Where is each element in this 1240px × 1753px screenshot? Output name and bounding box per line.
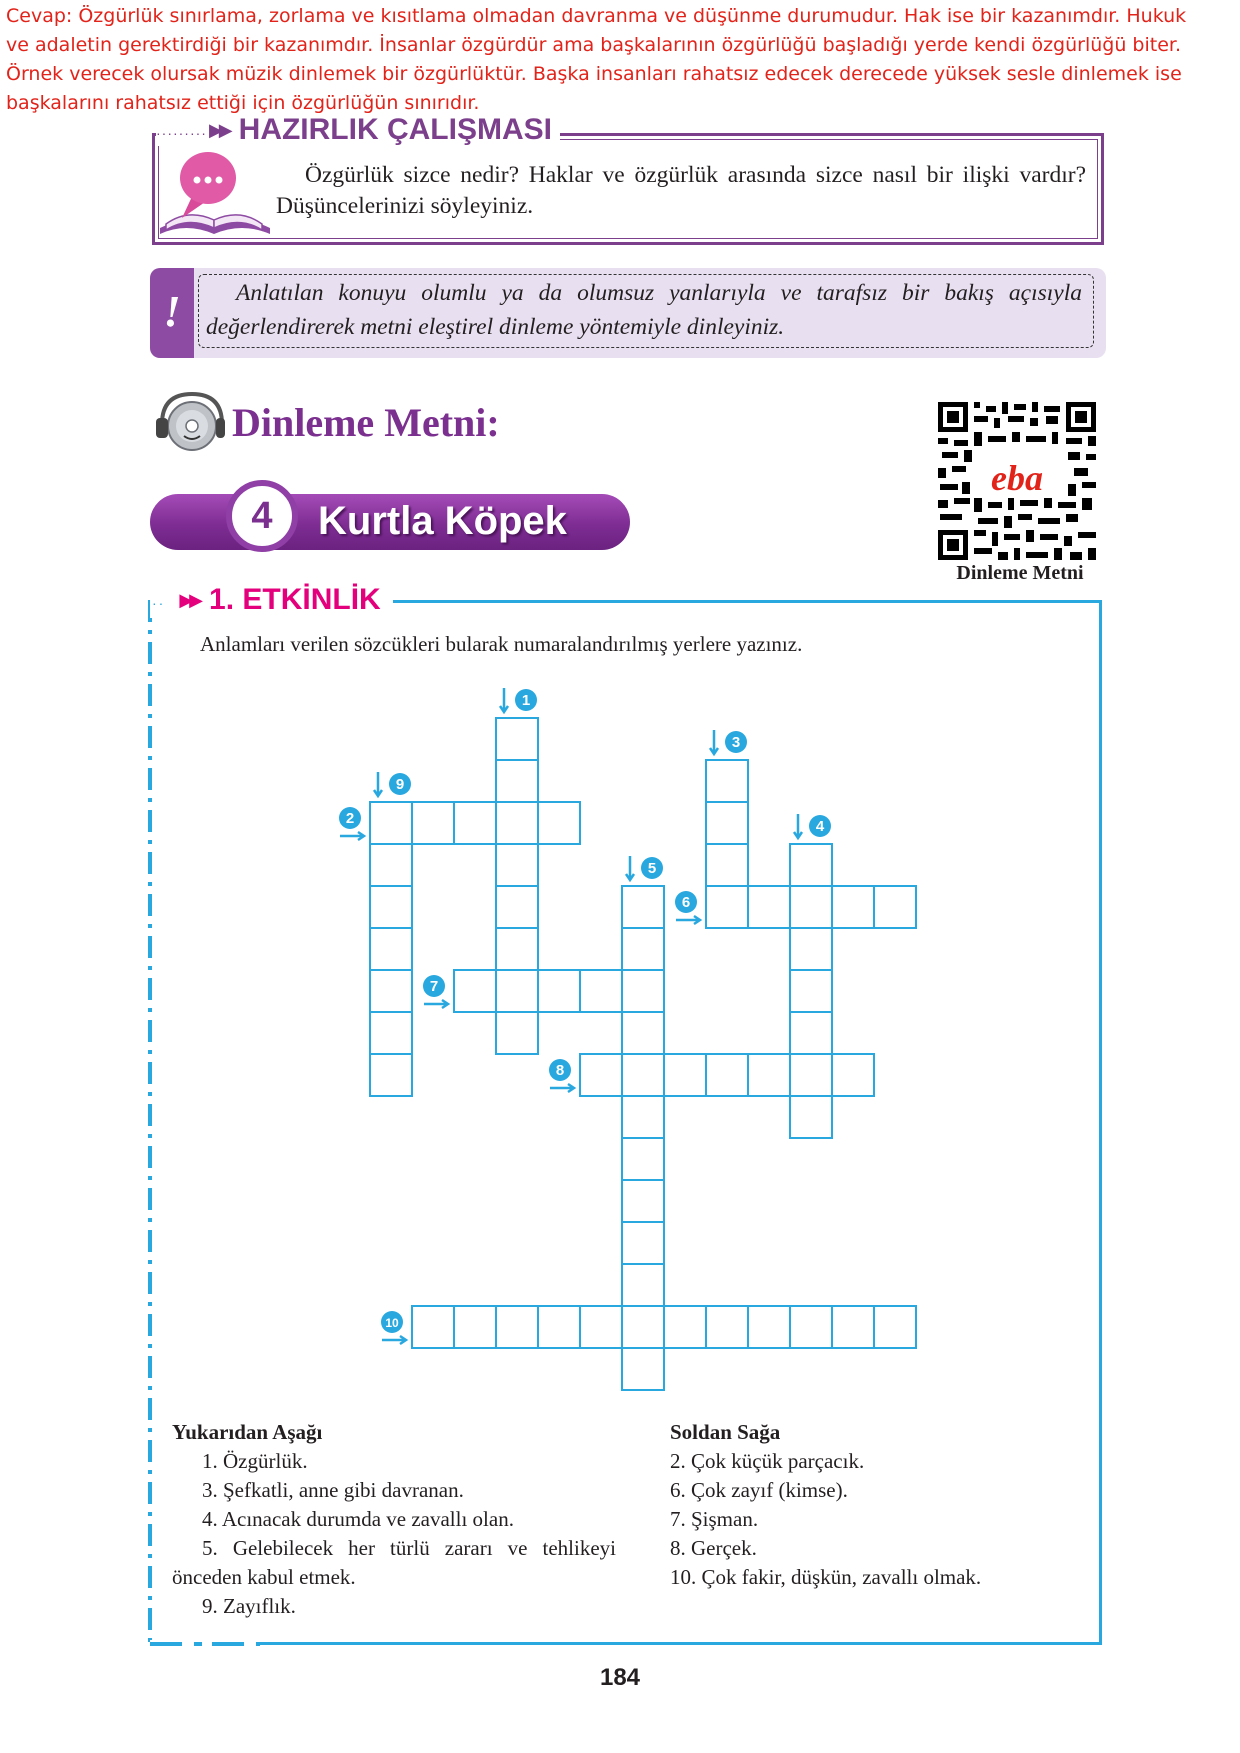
- number-label: 10: [385, 1316, 399, 1330]
- crossword-cell[interactable]: [622, 1138, 664, 1180]
- arrow-icon: [382, 1336, 406, 1344]
- crossword-cell[interactable]: [496, 802, 538, 844]
- clue-marker-10: [381, 1311, 406, 1344]
- activity-title: 1. ETKİNLİK: [209, 583, 381, 616]
- arrow-icon: [676, 916, 700, 924]
- double-arrow-icon: ▶▶: [179, 589, 200, 611]
- crossword-cell[interactable]: [748, 1306, 790, 1348]
- number-label: 7: [429, 978, 439, 995]
- eba-logo: eba: [991, 458, 1043, 498]
- clues-across: [670, 1418, 1090, 1592]
- clue-down: 9. Zayıflık.: [202, 1594, 296, 1618]
- clue-down: 3. Şefkatli, anne gibi davranan.: [202, 1478, 464, 1502]
- clues-down: [172, 1418, 616, 1621]
- crossword-cell[interactable]: [664, 1306, 706, 1348]
- crossword-cell[interactable]: [370, 1012, 412, 1054]
- number-label: 6: [681, 894, 691, 911]
- number-label: 8: [555, 1062, 565, 1079]
- crossword-cell[interactable]: [790, 886, 832, 928]
- crossword-cell[interactable]: [370, 970, 412, 1012]
- clue-across: 7. Şişman.: [670, 1507, 759, 1531]
- arrow-icon: [500, 688, 508, 712]
- crossword-cell[interactable]: [622, 928, 664, 970]
- preparation-heading: [156, 114, 560, 146]
- clues-across-title: Soldan Sağa: [670, 1420, 781, 1444]
- crossword-cell[interactable]: [412, 1306, 454, 1348]
- clue-marker-7: [423, 975, 448, 1008]
- clue-across: 6. Çok zayıf (kimse).: [670, 1478, 848, 1502]
- crossword-cell[interactable]: [622, 1222, 664, 1264]
- clue-marker-4: [794, 814, 831, 838]
- crossword-cell[interactable]: [706, 844, 748, 886]
- crossword-cell[interactable]: [790, 1096, 832, 1138]
- crossword-cell[interactable]: [790, 1306, 832, 1348]
- answer-line: ve adaletin gerektirdiği bir kazanımdır. İnsanlar özgürdür ama başkalarının özgürlüğü başladığı yerde kendi özgürlüğü biter.: [6, 34, 1182, 56]
- crossword-cell[interactable]: [538, 1306, 580, 1348]
- crossword-cell[interactable]: [496, 718, 538, 760]
- arrow-icon: [340, 832, 364, 840]
- crossword-cell[interactable]: [496, 928, 538, 970]
- arrow-icon: [550, 1084, 574, 1092]
- activity-bottom-border: [150, 1642, 260, 1646]
- crossword-cell[interactable]: [706, 886, 748, 928]
- crossword-cell[interactable]: [496, 970, 538, 1012]
- clue-down: 4. Acınacak durumda ve zavallı olan.: [202, 1507, 514, 1531]
- crossword-cell[interactable]: [538, 802, 580, 844]
- answer-line: Cevap: Özgürlük sınırlama, zorlama ve kısıtlama olmadan davranma ve düşünme durumudur. Hak ise bir kazanımdır. Hukuk: [6, 5, 1187, 27]
- crossword-cell[interactable]: [412, 802, 454, 844]
- crossword-cell[interactable]: [706, 802, 748, 844]
- clue-marker-1: [500, 688, 537, 712]
- double-arrow-icon: ▶▶: [208, 119, 229, 141]
- crossword-cell[interactable]: [664, 1054, 706, 1096]
- crossword-cell[interactable]: [790, 928, 832, 970]
- crossword-cell[interactable]: [622, 970, 664, 1012]
- preparation-title: HAZIRLIK ÇALIŞMASI: [238, 113, 552, 146]
- crossword-cell[interactable]: [706, 760, 748, 802]
- qr-label: Dinleme Metni: [956, 562, 1084, 584]
- crossword-cell[interactable]: [832, 886, 874, 928]
- clue-marker-2: [339, 807, 364, 840]
- arrow-icon: [626, 856, 634, 880]
- number-label: 3: [731, 734, 741, 751]
- crossword-cell[interactable]: [496, 1012, 538, 1054]
- page-number: 184: [599, 1664, 641, 1691]
- clue-marker-6: [675, 891, 700, 924]
- arrow-icon: [794, 814, 802, 838]
- arrow-icon: [424, 1000, 448, 1008]
- answer-line: Örnek verecek olursak müzik dinlemek bir özgürlüktür. Başka insanları rahatsız edecek derecede yüksek sesle dinlemek ise: [6, 63, 1182, 85]
- crossword-cell[interactable]: [370, 1054, 412, 1096]
- number-label: 9: [395, 776, 405, 793]
- preparation-text: Özgürlük sizce nedir? Haklar ve özgürlük arasında sizce nasıl bir ilişki vardır? Düşüncelerinizi söyleyiniz.: [276, 162, 1086, 219]
- activity-instruction: Anlamları verilen sözcükleri bularak numaralandırılmış yerlere yazınız.: [200, 632, 803, 656]
- crossword-cell[interactable]: [874, 886, 916, 928]
- crossword-cell[interactable]: [748, 886, 790, 928]
- crossword-cell[interactable]: [370, 886, 412, 928]
- crossword-cell[interactable]: [454, 802, 496, 844]
- number-label: 1: [521, 692, 531, 709]
- crossword-cell[interactable]: [580, 1054, 622, 1096]
- answer-line: başkalarını rahatsız ettiği için özgürlüğün sınırıdır.: [6, 92, 480, 114]
- crossword-cell[interactable]: [622, 1264, 664, 1306]
- number-label: 2: [345, 810, 355, 827]
- crossword-cell[interactable]: [790, 1054, 832, 1096]
- crossword-cell[interactable]: [580, 1306, 622, 1348]
- crossword-cell[interactable]: [748, 1054, 790, 1096]
- crossword-cell[interactable]: [622, 1096, 664, 1138]
- crossword-cell[interactable]: [496, 844, 538, 886]
- crossword-cell[interactable]: [790, 970, 832, 1012]
- crossword-cell[interactable]: [454, 1306, 496, 1348]
- crossword-cell[interactable]: [874, 1306, 916, 1348]
- dotted-leader: ··: [152, 595, 166, 611]
- arrow-icon: [710, 730, 718, 754]
- crossword-cell[interactable]: [496, 886, 538, 928]
- crossword-cell[interactable]: [832, 1306, 874, 1348]
- clue-across: 8. Gerçek.: [670, 1536, 757, 1560]
- crossword-cell[interactable]: [622, 1012, 664, 1054]
- crossword-cell[interactable]: [454, 970, 496, 1012]
- crossword-cell[interactable]: [580, 970, 622, 1012]
- clue-marker-9: [374, 772, 411, 796]
- exclamation-symbol: !: [163, 287, 181, 336]
- clue-down: 1. Özgürlük.: [202, 1449, 308, 1473]
- clue-down: 5. Gelebilecek her türlü zararı ve tehlikeyi önceden kabul etmek.: [172, 1536, 616, 1589]
- clue-marker-5: [626, 856, 663, 880]
- dotted-leader: ·········: [156, 125, 207, 141]
- crossword-cell[interactable]: [622, 1054, 664, 1096]
- clues-down-title: Yukarıdan Aşağı: [172, 1420, 323, 1444]
- lesson-number: 4: [226, 480, 298, 552]
- arrow-icon: [374, 772, 382, 796]
- crossword-cell[interactable]: [370, 928, 412, 970]
- crossword-cell[interactable]: [622, 1306, 664, 1348]
- clue-marker-8: [549, 1059, 574, 1092]
- clue-across: 10. Çok fakir, düşkün, zavallı olmak.: [670, 1565, 982, 1589]
- crossword-cell[interactable]: [706, 1306, 748, 1348]
- note-text: Anlatılan konuyu olumlu ya da olumsuz yanlarıyla ve tarafsız bir bakış açısıyla değerlendirerek metni eleştirel dinleme yöntemiyle dinleyiniz.: [206, 280, 1082, 340]
- crossword-cell[interactable]: [622, 886, 664, 928]
- crossword-cell[interactable]: [706, 1054, 748, 1096]
- crossword-cell[interactable]: [370, 802, 412, 844]
- crossword-cell[interactable]: [496, 1306, 538, 1348]
- clue-across: 2. Çok küçük parçacık.: [670, 1449, 865, 1473]
- crossword-cell[interactable]: [622, 1180, 664, 1222]
- clue-marker-3: [710, 730, 747, 754]
- crossword-cell[interactable]: [496, 760, 538, 802]
- crossword-cell[interactable]: [370, 844, 412, 886]
- lesson-title: Kurtla Köpek: [318, 499, 567, 543]
- activity-heading: [150, 582, 393, 618]
- listening-title: Dinleme Metni:: [232, 400, 500, 445]
- crossword-cell[interactable]: [832, 1054, 874, 1096]
- crossword-cell[interactable]: [622, 1348, 664, 1390]
- crossword-cell[interactable]: [790, 844, 832, 886]
- crossword-cell[interactable]: [790, 1012, 832, 1054]
- number-label: 5: [647, 860, 657, 877]
- crossword-cell[interactable]: [538, 970, 580, 1012]
- number-label: 4: [815, 818, 825, 835]
